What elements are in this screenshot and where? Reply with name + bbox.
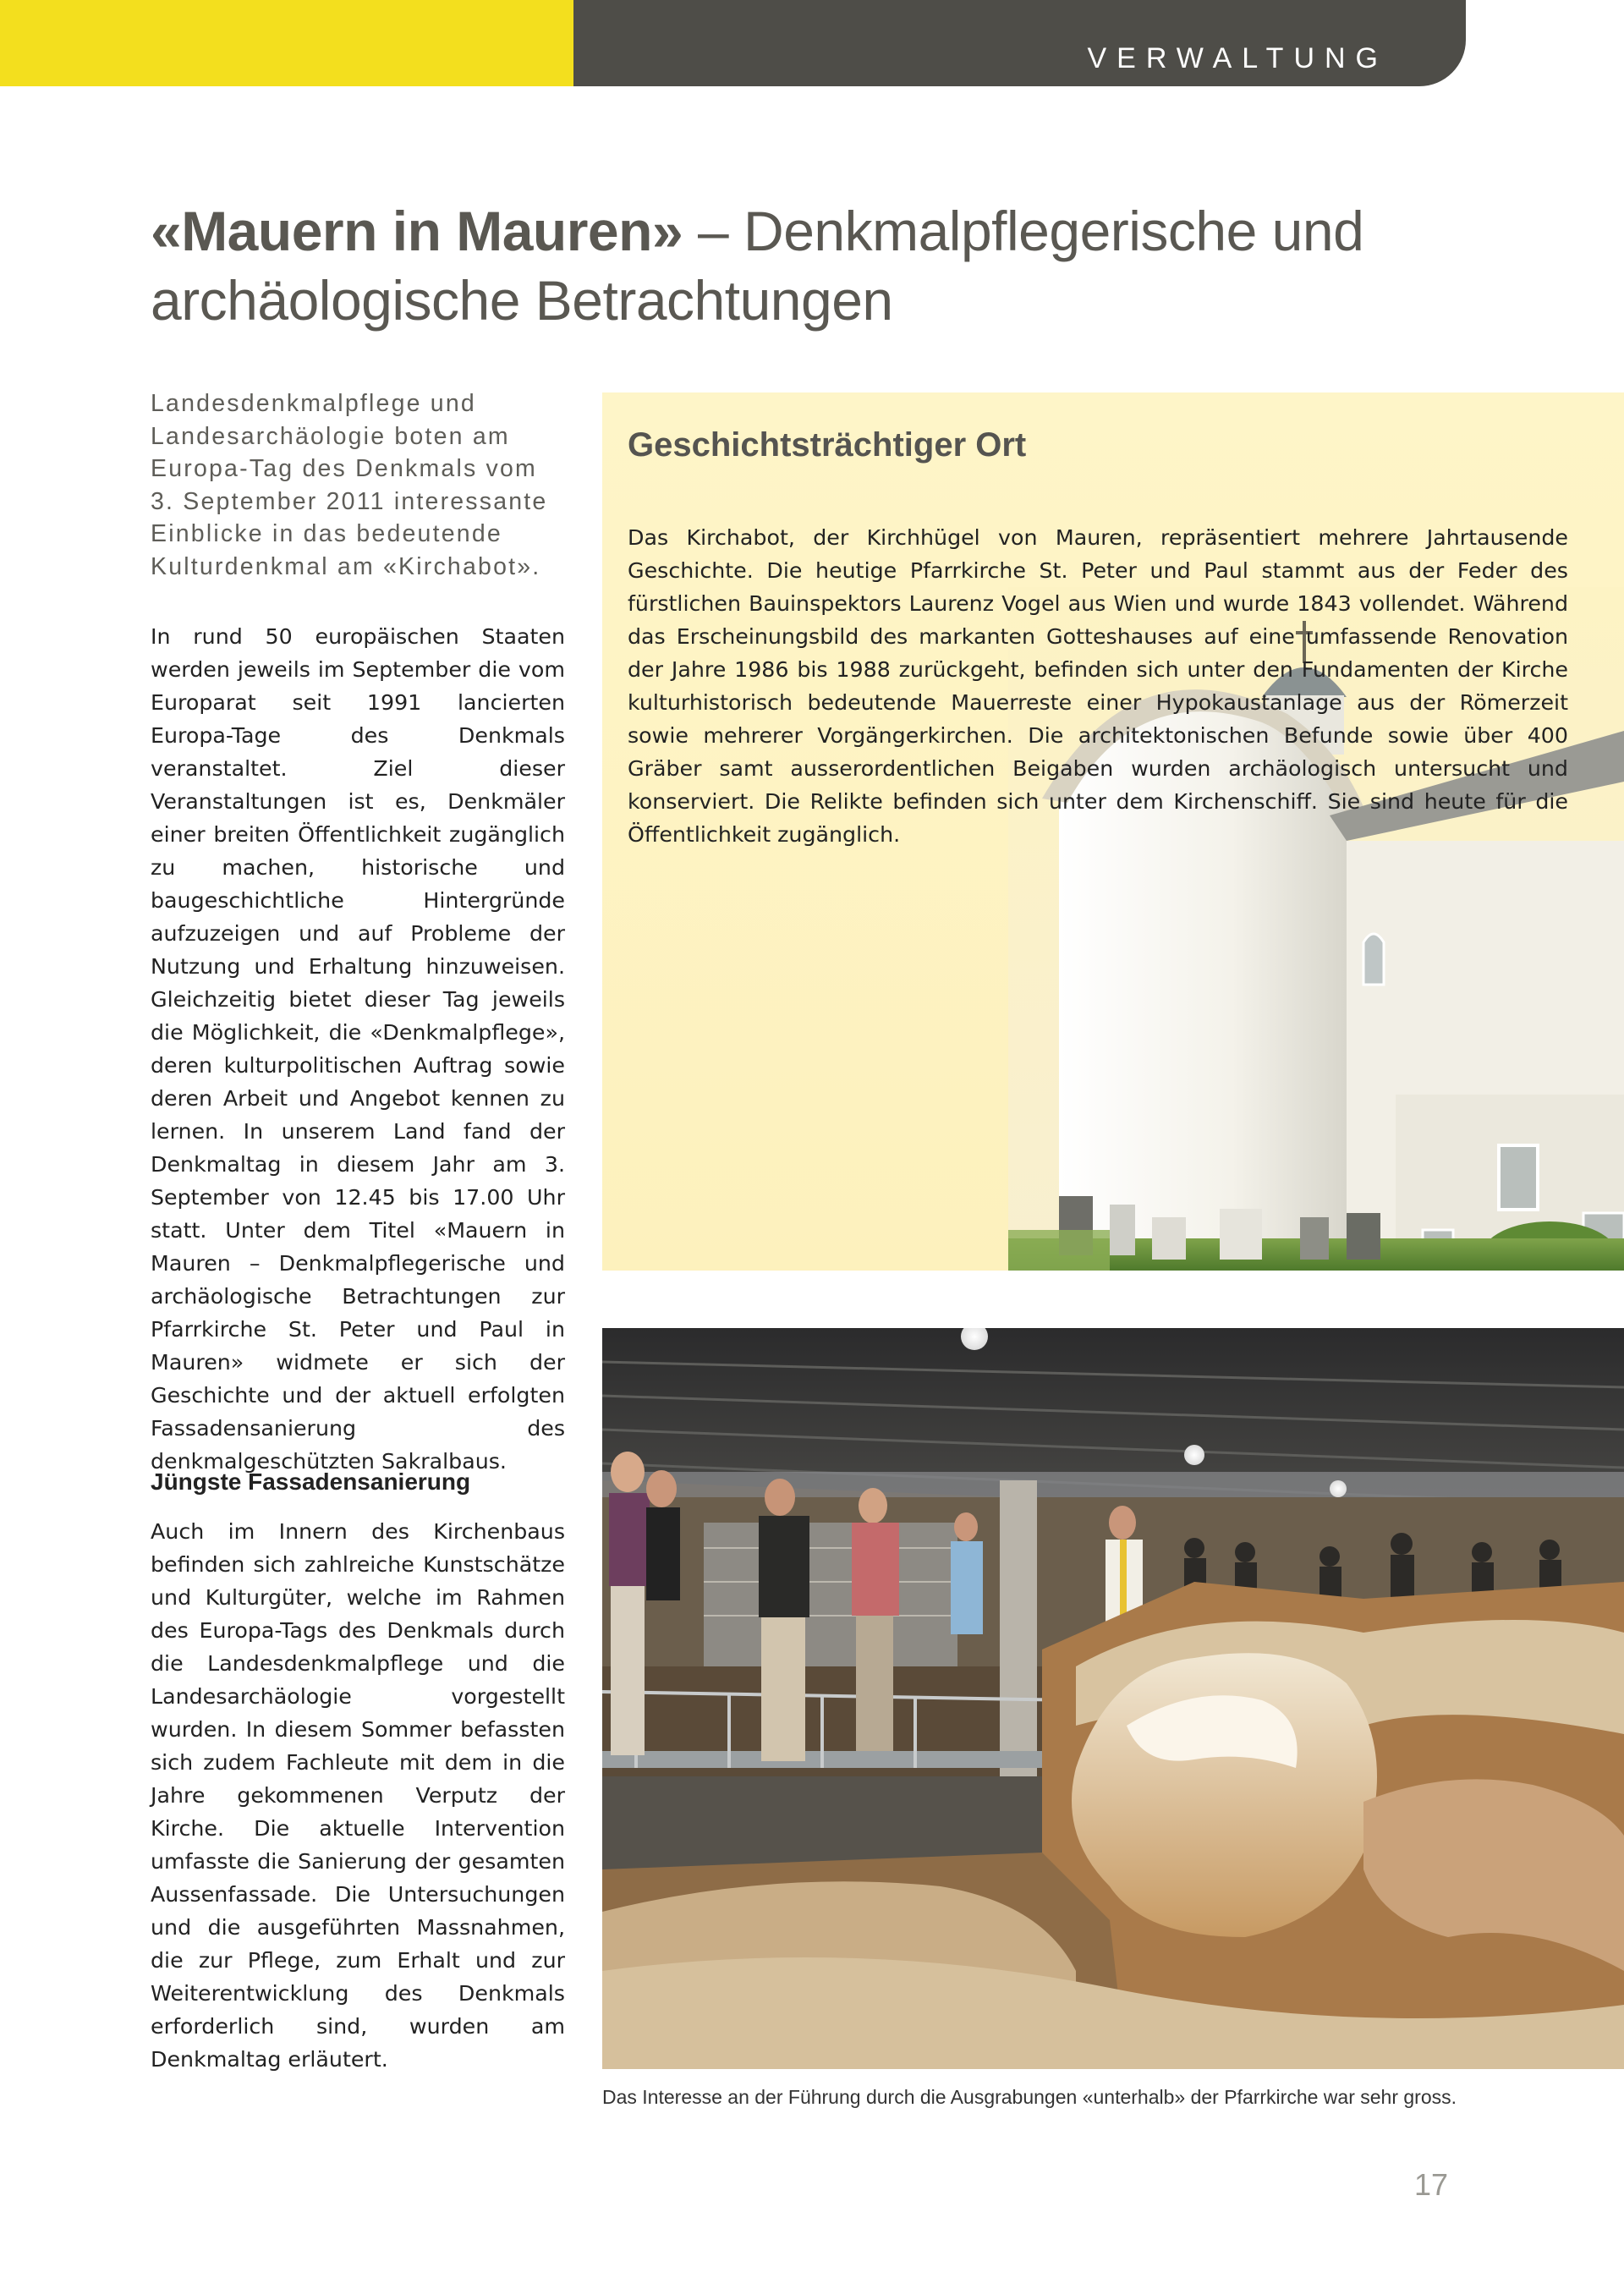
excavation-photo bbox=[602, 1328, 1624, 2069]
subheading: Jüngste Fassadensanierung bbox=[151, 1468, 471, 1495]
photo-caption: Das Interesse an der Führung durch die Ausgrabungen «unterhalb» der Pfarrkirche war sehr gross. bbox=[602, 2086, 1457, 2108]
info-box-title: Geschichtsträchtiger Ort bbox=[628, 426, 1027, 464]
info-box bbox=[602, 392, 1624, 1271]
page-title bbox=[151, 196, 1470, 335]
info-box-text-content: Das Kirchabot, der Kirchhügel von Mauren, repräsentiert mehrere Jahrtausende Geschichte. Die heutige Pfarrkirche St. Peter und Paul stammt aus der Feder des fürstlichen Bauinspektors Laurenz Vogel aus Wien und wurde 1843 vollendet. Während das Erscheinungsbild des markanten Gotteshauses auf eine umfassende Renovation der Jahre 1986 bis 1988 zurückgeht, befinden sich unter den Fundamenten der Kirche kulturhistorisch bedeutende Mauerreste einer Hypokaustanlage aus der Römerzeit sowie mehrerer Vorgängerkirchen. Die architektonischen Befunde sowie über 400 Gräber samt ausserordentlichen Beigaben wurden archäologisch untersucht und konserviert. Die Relikte befinden sich unter dem Kirchenschiff. Sie sind heute für die Öffentlichkeit zugänglich. bbox=[628, 525, 1568, 847]
body-paragraph-2: Auch im Innern des Kirchenbaus befinden sich zahlreiche Kunstschätze und Kulturgüter, welche im Rahmen des Europa-Tags des Denkmals durch die Landesdenkmalpflege und die Landesarchäologie vorgestellt wurden. In diesem Sommer befassten sich zudem Fachleute mit dem in die Jahre gekommenen Verputz der Kirche. Die aktuelle Intervention umfasste die Sanierung der gesamten Aussenfassade. Die Untersuchungen und die ausgeführten Massnahmen, die zur Pflege, zum Erhalt und zur Weiterentwicklung des Denkmals erforderlich sind, wurden am Denkmaltag erläutert. bbox=[151, 1519, 565, 2072]
page-number: 17 bbox=[1414, 2167, 1449, 2202]
section-label: VERWALTUNG bbox=[1087, 42, 1388, 74]
body-paragraph-1: In rund 50 europäischen Staaten werden jeweils im September die vom Europarat seit 1991 lancierten Europa-Tage des Denkmals veranstaltet. Ziel dieser Veranstaltungen ist es, Denkmäler einer breiten Öffentlichkeit zugänglich zu machen, historische und baugeschichtliche Hintergründe aufzuzeigen und auf Probleme der Nutzung und Erhaltung hinzuweisen. Gleichzeitig bietet dieser Tag jeweils die Möglichkeit, die «Denkmalpflege», deren kulturpolitischen Auftrag sowie deren Arbeit und Angebot kennen zu lernen. In unserem Land fand der Denkmaltag in diesem Jahr am 3. September von 12.45 bis 17.00 Uhr statt. Unter dem Titel «Mauern in Mauren – Denkmalpflegerische und archäologische Betrachtungen zur Pfarrkirche St. Peter und Paul in Mauren» widmete er sich der Geschichte und der aktuell erfolgten Fassadensanierung des denkmalgeschützten Sakralbaus. bbox=[151, 624, 565, 1474]
page-title-bold: «Mauern in Mauren» bbox=[151, 200, 683, 262]
header-yellow-band bbox=[0, 0, 575, 86]
header-section-band bbox=[573, 0, 1466, 86]
page-title-rest: – Denkmalpflegerische und archäologische Betrachtungen bbox=[151, 200, 1364, 332]
lead-paragraph: Landesdenkmalpflege und Landesarchäologie boten am Europa-Tag des Denkmals vom 3. September 2011 interessante Einblicke in das bedeutende Kulturdenkmal am «Kirchabot». bbox=[151, 390, 548, 580]
info-box-text bbox=[628, 521, 1568, 851]
